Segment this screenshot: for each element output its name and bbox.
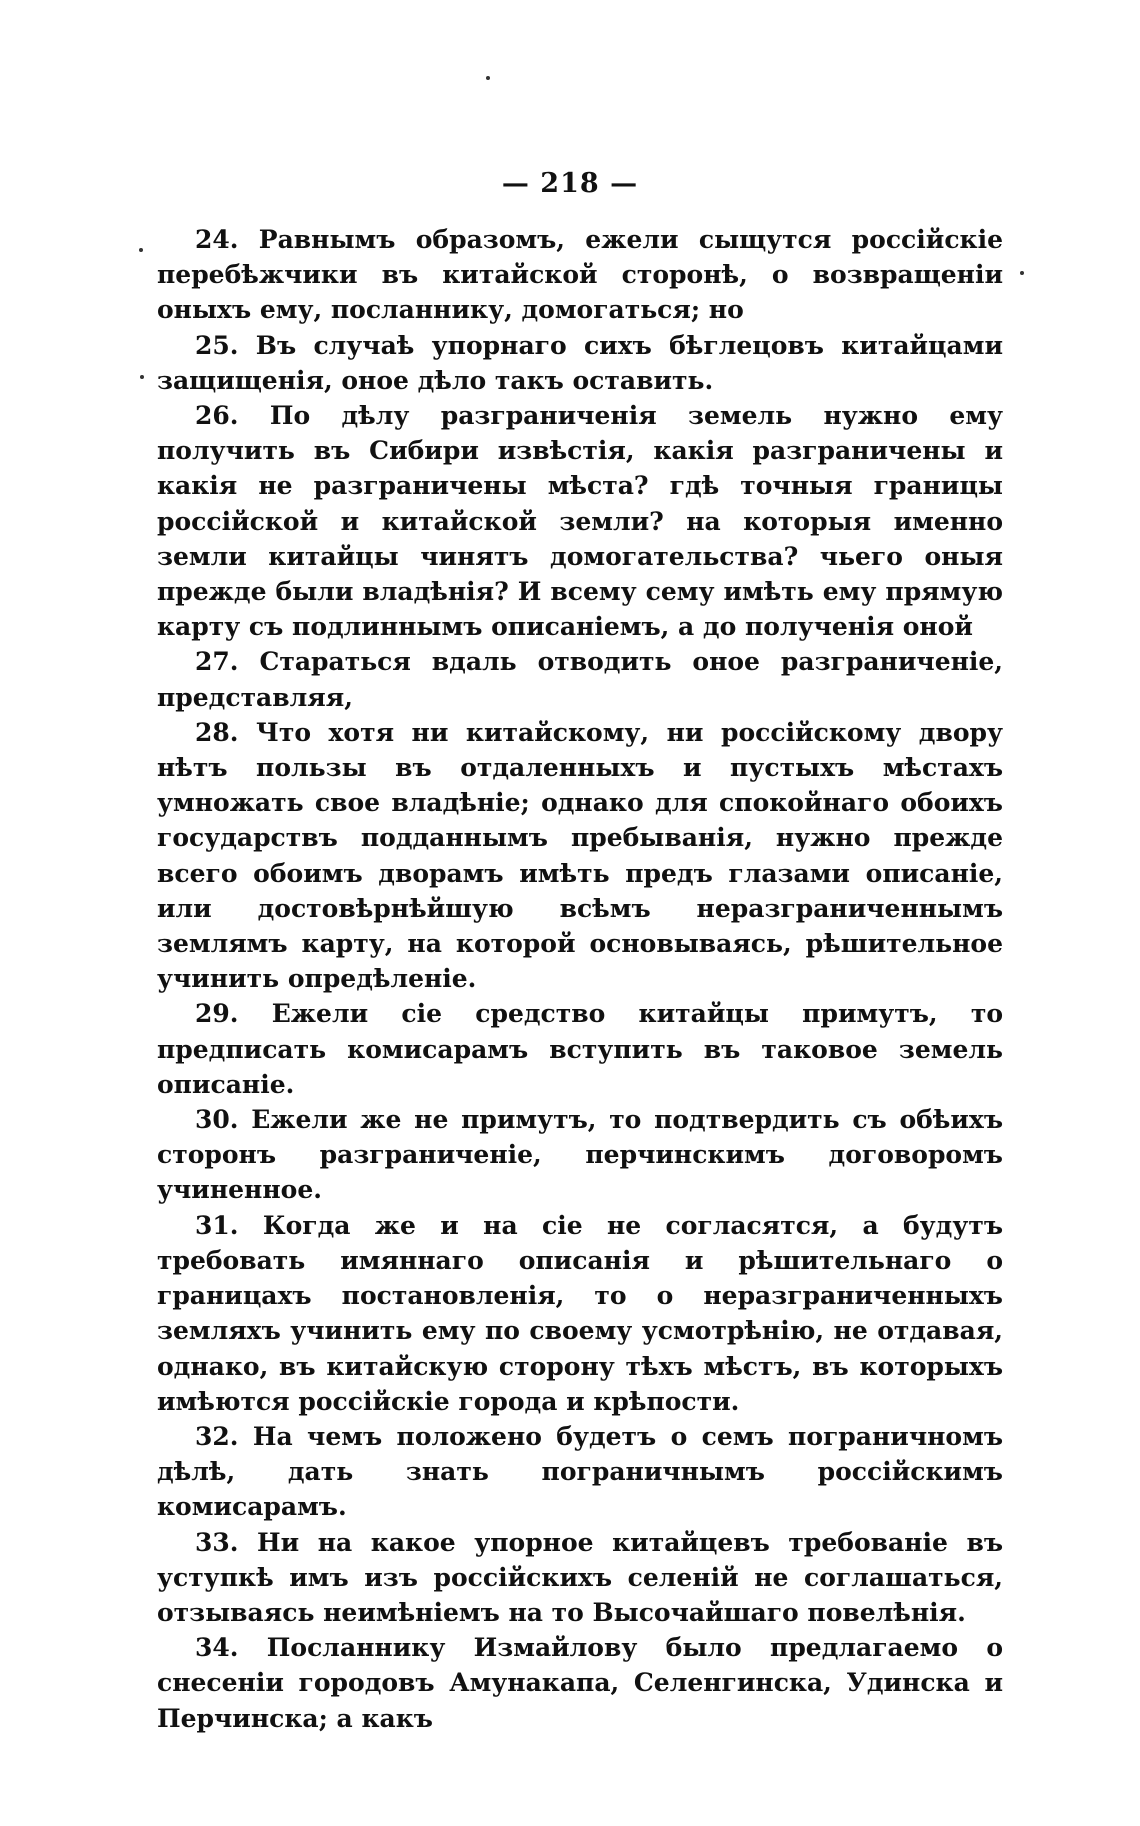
paragraph-24: 24. Равнымъ образомъ, ежели сыщутся россійскіе перебѣжчики въ китайской сторонѣ, о возвращеніи оныхъ ему, посланнику, домогаться; но xyxy=(157,225,1003,325)
print-speck xyxy=(139,248,143,252)
page-number: — 218 — xyxy=(501,168,639,199)
paragraph-29: 29. Ежели сіе средство китайцы примутъ, то предписать комисарамъ вступить въ таковое земель описаніе. xyxy=(157,999,1003,1099)
paragraph-33: 33. Ни на какое упорное китайцевъ требованіе въ уступкѣ имъ изъ россійскихъ селеній не соглашаться, отзываясь неимѣніемъ на то Высочайшаго повелѣнія. xyxy=(157,1527,1003,1627)
print-speck xyxy=(486,76,490,80)
paragraph-26: 26. По дѣлу разграниченія земель нужно ему получить въ Сибири извѣстія, какія разграничены и какія не разграничены мѣста? гдѣ точныя границы россійской и китайской земли? на которыя именно земли китайцы чинятъ домогательства? чьего оныя прежде были владѣнія? И всему сему имѣть ему прямую карту съ подлиннымъ описаніемъ, а до полученія оной xyxy=(157,401,1003,642)
paragraph-31: 31. Когда же и на сіе не согласятся, а будутъ требовать имяннаго описанія и рѣшительнаго о границахъ постановленія, то о неразграниченныхъ земляхъ учинить ему по своему усмотрѣнію, не отдавая, однако, въ китайскую сторону тѣхъ мѣстъ, въ которыхъ имѣются россійскіе города и крѣпости. xyxy=(157,1210,1003,1416)
body-text xyxy=(157,222,1003,1736)
paragraph-30: 30. Ежели же не примутъ, то подтвердить съ обѣихъ сторонъ разграниченіе, перчинскимъ договоромъ учиненное. xyxy=(157,1105,1003,1205)
paragraph-34: 34. Посланнику Измайлову было предлагаемо о снесеніи городовъ Амунакапа, Селенгинска, Удинска и Перчинска; а какъ xyxy=(157,1633,1003,1733)
paragraph-32: 32. На чемъ положено будетъ о семъ пограничномъ дѣлѣ, дать знать пограничнымъ россійскимъ комисарамъ. xyxy=(157,1421,1003,1522)
paragraph-27: 27. Стараться вдаль отводить оное разграниченіе, представляя, xyxy=(157,647,1003,712)
print-speck xyxy=(1020,271,1024,275)
paragraph-28: 28. Что хотя ни китайскому, ни россійскому двору нѣтъ пользы въ отдаленныхъ и пустыхъ мѣстахъ умножать свое владѣніе; однако для спокойнаго обоихъ государствъ подданнымъ пребыванія, нужно прежде всего обоимъ дворамъ имѣть предъ глазами описаніе, или достовѣрнѣйшую всѣмъ неразграниченнымъ землямъ карту, на которой основываясь, рѣшительное учинить опредѣленіе. xyxy=(157,717,1003,994)
print-speck xyxy=(140,375,144,379)
paragraph-25: 25. Въ случаѣ упорнаго сихъ бѣглецовъ китайцами защищенія, оное дѣло такъ оставить. xyxy=(157,330,1003,395)
